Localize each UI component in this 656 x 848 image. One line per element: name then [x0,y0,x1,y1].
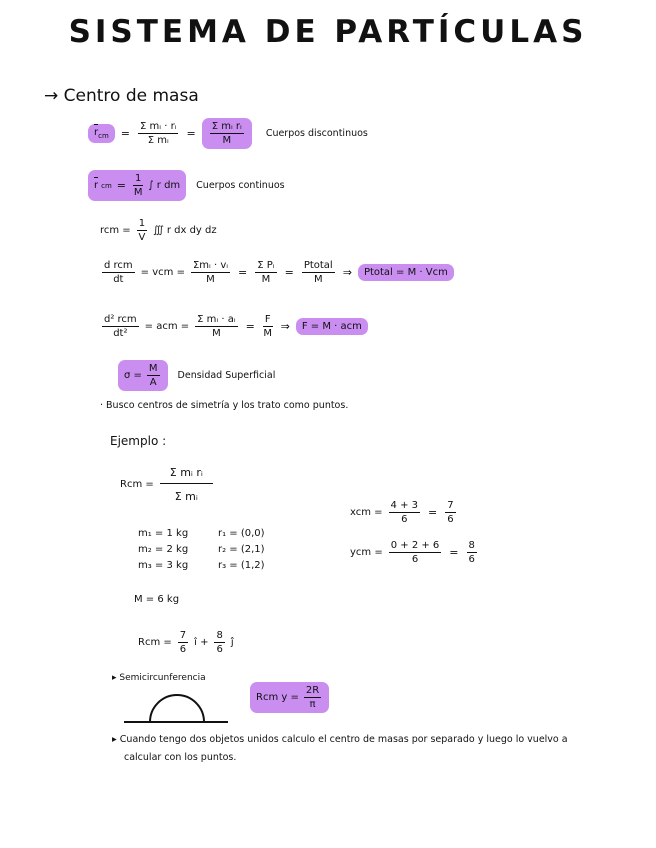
semicircle-formula [250,682,329,713]
highlight-rcm: $r_{cm}$ [88,124,115,143]
semicircle-label: ▸ Semicircunferencia [112,673,206,683]
note-density: Densidad Superficial [177,370,276,381]
example-label: Ejemplo : [110,434,167,448]
equation-cm-continuous [88,170,285,201]
highlight-sigma: σ = $\frac{M}{A}$ [118,360,168,391]
position-2: r₂ = (2,1) [218,544,265,555]
equation-acceleration: $\frac{\text{d² rcm}}{\text{dt²}}$ = acm = $\frac{\text{Σ mᵢ · aᵢ}}{M}$ = $\frac{F}{M}$ ⇒ F = M · acm [100,314,368,339]
example-positions [218,526,265,574]
mass-1: m₁ = 1 kg [138,528,189,539]
example-result: Rcm = $\frac{7}{6}$ î + $\frac{8}{6}$ ĵ [138,630,234,655]
example-ycm: ycm = $\frac{0 + 2 + 6}{6}$ = $\frac{8}{6}$ [350,540,475,565]
section-heading: → Centro de masa [44,86,199,106]
highlight-semicircle: Rcm y = $\frac{2R}{\pi}$ [250,682,329,713]
fraction-mid: $\frac{\text{Σ mᵢ · rᵢ}}{\text{Σ mᵢ}}$ [140,121,177,146]
highlight-integral: r cm = $\frac{1}{M}$ ∫ r dm [88,170,186,201]
highlight-ptotal: Ptotal = M · Vcm [358,264,454,281]
equation-cm-discrete: $r_{cm}$ = $\frac{\text{Σ mᵢ · rᵢ}}{\text{Σ mᵢ}}$ = $\frac{\text{Σ mᵢ rᵢ}}{M}$ Cuerpos discontinuos [88,118,368,149]
equation-density [118,360,275,391]
mass-2: m₂ = 2 kg [138,544,189,555]
example-xcm: xcm = $\frac{4 + 3}{6}$ = $\frac{7}{6}$ [350,500,454,525]
note-discontinuos: Cuerpos discontinuos [265,128,368,139]
example-rcm-formula: Rcm = $\frac{\text{Σ mᵢ rᵢ}}{\text{Σ mᵢ}}$ [120,466,215,503]
semicircle-drawing [122,692,232,726]
equation-cm-volume: rcm = $\frac{1}{V}$ ∭ r dx dy dz [100,218,217,243]
note-continuos: Cuerpos continuos [196,180,285,191]
highlight-force: F = M · acm [296,318,368,335]
note-two-objects-line2: calcular con los puntos. [124,752,237,763]
mass-3: m₃ = 3 kg [138,560,189,571]
equation-velocity: $\frac{\text{d rcm}}{dt}$ = vcm = $\frac{\text{Σmᵢ · vᵢ}}{M}$ = $\frac{\text{Σ Pᵢ}}{M}$ = $\frac{\text{Ptotal}}{M}$ ⇒ Ptotal = M · Vcm [100,260,454,285]
highlight-frac: $\frac{\text{Σ mᵢ rᵢ}}{M}$ [202,118,252,149]
page-title: SISTEMA DE PARTÍCULAS [68,14,588,50]
note-two-objects-line1: ▸ Cuando tengo dos objetos unidos calculo el centro de masas por separado y luego lo vuelvo a [112,734,568,745]
position-3: r₃ = (1,2) [218,560,265,571]
example-total-mass: M = 6 kg [134,594,180,605]
example-masses [138,526,188,574]
position-1: r₁ = (0,0) [218,528,265,539]
note-symmetry: · Busco centros de simetría y los trato como puntos. [100,400,349,411]
